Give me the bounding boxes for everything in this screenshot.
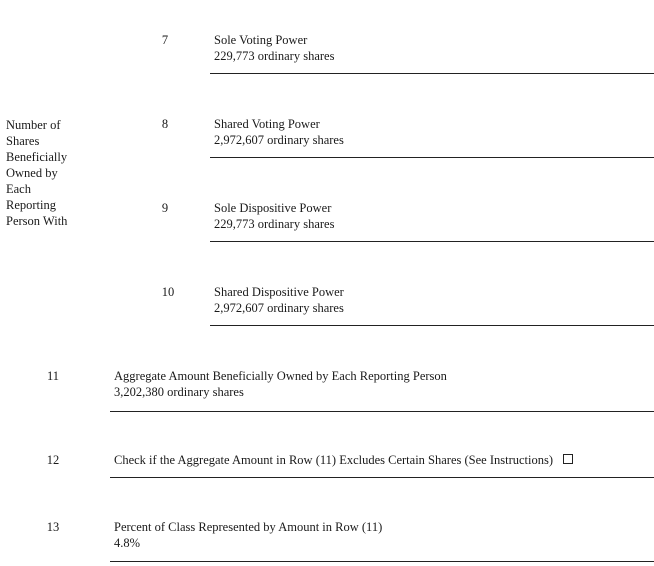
- exclude-shares-checkbox[interactable]: [563, 454, 573, 464]
- side-label-line: Beneficially: [6, 150, 68, 164]
- row-9-divider: [210, 241, 654, 242]
- row-12-number: 12: [46, 453, 60, 467]
- row-10-number: 10: [161, 285, 175, 299]
- row-9-value: 229,773 ordinary shares: [214, 217, 335, 231]
- side-label-line: Owned by: [6, 166, 58, 180]
- row-8-value: 2,972,607 ordinary shares: [214, 133, 344, 147]
- row-11-value: 3,202,380 ordinary shares: [114, 385, 244, 399]
- row-12-title: Check if the Aggregate Amount in Row (11) Excludes Certain Shares (See Instructions): [114, 453, 554, 467]
- row-7-divider: [210, 73, 654, 74]
- row-11-title: Aggregate Amount Beneficially Owned by Each Reporting Person: [114, 369, 447, 383]
- row-12-divider: [110, 477, 654, 478]
- row-9-number: 9: [161, 201, 169, 215]
- row-9-title: Sole Dispositive Power: [214, 201, 332, 215]
- row-8-divider: [210, 157, 654, 158]
- row-11-divider: [110, 411, 654, 412]
- row-12-title-wrap: [114, 452, 573, 468]
- row-13-title: Percent of Class Represented by Amount in Row (11): [114, 520, 383, 534]
- row-10-value: 2,972,607 ordinary shares: [214, 301, 344, 315]
- side-label-line: Each: [6, 182, 31, 196]
- row-8-title: Shared Voting Power: [214, 117, 320, 131]
- side-label: [6, 117, 96, 229]
- row-13-value: 4.8%: [114, 536, 141, 550]
- row-13-number: 13: [46, 520, 60, 534]
- row-13-divider: [110, 561, 654, 562]
- row-7-number: 7: [161, 33, 169, 47]
- row-7-value: 229,773 ordinary shares: [214, 49, 335, 63]
- row-11-number: 11: [46, 369, 60, 383]
- side-label-line: Person With: [6, 214, 68, 228]
- side-label-line: Number of: [6, 118, 61, 132]
- side-label-line: Reporting: [6, 198, 56, 212]
- side-label-line: Shares: [6, 134, 40, 148]
- row-8-number: 8: [161, 117, 169, 131]
- row-10-divider: [210, 325, 654, 326]
- row-7-title: Sole Voting Power: [214, 33, 308, 47]
- row-10-title: Shared Dispositive Power: [214, 285, 344, 299]
